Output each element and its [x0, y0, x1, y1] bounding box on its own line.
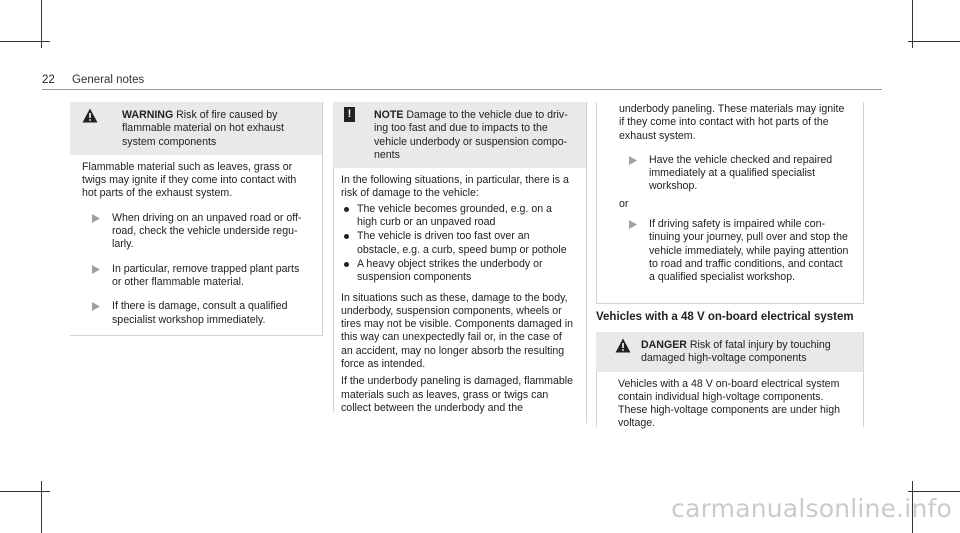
danger-head-text: Risk of fatal injury by touching damaged high-voltage components: [641, 339, 831, 365]
step-arrow-icon: [629, 220, 637, 229]
list-item-text: A heavy object strikes the underbody or suspension components: [357, 257, 543, 284]
note-continuation-box: [596, 102, 864, 304]
continuation-step: [619, 218, 851, 284]
warning-step-text: If there is damage, consult a qualified specialist workshop immediately.: [112, 300, 288, 326]
crop-mark-bottom-left-v: [41, 481, 42, 533]
list-item-text: The vehicle is driven too fast over an obstacle, e.g. a curb, speed bump or pothole: [357, 230, 567, 256]
danger-label: DANGER: [641, 339, 687, 351]
note-intro: In the following situations, in particular, there is a risk of damage to the vehicle:: [341, 174, 569, 200]
continuation-step-text: Have the vehicle checked and repaired immediately at a qualified specialist workshop.: [649, 153, 833, 193]
bullet-dot-icon: [344, 262, 349, 267]
note-continuation-body: [597, 102, 863, 293]
warning-box-header: [70, 102, 322, 155]
warning-box-body: [70, 155, 322, 335]
or-text: or: [619, 197, 629, 210]
section-heading: Vehicles with a 48 V on-board electrical system: [596, 311, 854, 323]
warning-triangle-icon: [82, 108, 98, 123]
danger-box: [596, 332, 864, 430]
danger-paragraph: Vehicles with a 48 V on-board electrical system contain individual high-voltage components. These high-voltage components are under high voltage.: [618, 377, 841, 430]
warning-head-text: Risk of fire caused by flammable material on hot exhaust system components: [122, 109, 284, 148]
note-box: [333, 102, 587, 423]
continuation-step-text: If driving safety is impaired while continuing your journey, pull over and stop the vehicle immediately, while paying attention to road and traffic conditions, and contact a qualified specialist workshop.: [649, 218, 849, 284]
header-rule: [42, 89, 882, 90]
page-header: [42, 74, 882, 88]
warning-step: [82, 300, 310, 327]
warning-step: [82, 263, 310, 290]
bullet-dot-icon: [344, 234, 349, 239]
note-bullet-list: [341, 203, 574, 285]
danger-triangle-icon: [615, 338, 631, 353]
step-arrow-icon: [92, 214, 100, 223]
watermark: carmanualsonline.info: [671, 494, 952, 523]
warning-paragraph: Flammable material such as leaves, grass or twigs may ignite if they come into contact with hot parts of the exhaust system.: [82, 160, 297, 200]
danger-box-body: [596, 372, 863, 439]
list-item: [341, 258, 574, 285]
note-label: NOTE: [374, 109, 404, 121]
header-title: General notes: [72, 74, 145, 86]
danger-box-header: [596, 332, 863, 372]
step-arrow-icon: [629, 156, 637, 165]
list-item: [341, 230, 574, 257]
step-arrow-icon: [92, 302, 100, 311]
note-head-text: Damage to the vehicle due to driving too fast and due to impacts to the vehicle underbody or suspension components: [374, 109, 568, 161]
note-box-body: [333, 168, 586, 423]
bullet-dot-icon: [344, 207, 349, 212]
warning-step-text: In particular, remove trapped plant parts or other flammable material.: [112, 262, 300, 288]
warning-step: [82, 212, 310, 252]
exclamation-icon: !: [344, 107, 355, 122]
continuation-step: [619, 154, 851, 194]
crop-mark-top-right-h: [908, 41, 960, 42]
warning-label: WARNING: [122, 109, 174, 121]
note-paragraph: In situations such as these, damage to the body, underbody, suspension components, wheels or tires may not be visible. Components damaged in this way can unexpectedly fail or, in the case of an accident, may no longer absorb the resulting force as intended.: [341, 291, 574, 371]
crop-mark-bottom-left-h: [0, 491, 50, 492]
warning-box: [70, 102, 323, 336]
note-paragraph: If the underbody paneling is damaged, flammable materials such as leaves, grass or twigs can collect between the underbody and the: [341, 375, 574, 414]
warning-step-text: When driving on an unpaved road or off-road, check the vehicle underside regularly.: [112, 211, 302, 251]
crop-mark-top-left-h: [0, 41, 50, 42]
page-number: 22: [42, 74, 55, 86]
note-box-header: [333, 102, 586, 168]
crop-mark-bottom-right-h: [908, 491, 960, 492]
list-item: [341, 203, 574, 230]
continuation-paragraph: underbody paneling. These materials may ignite if they come into contact with hot parts of the exhaust system.: [619, 103, 845, 142]
step-arrow-icon: [92, 265, 100, 274]
list-item-text: The vehicle becomes grounded, e.g. on a high curb or an unpaved road: [357, 202, 552, 229]
